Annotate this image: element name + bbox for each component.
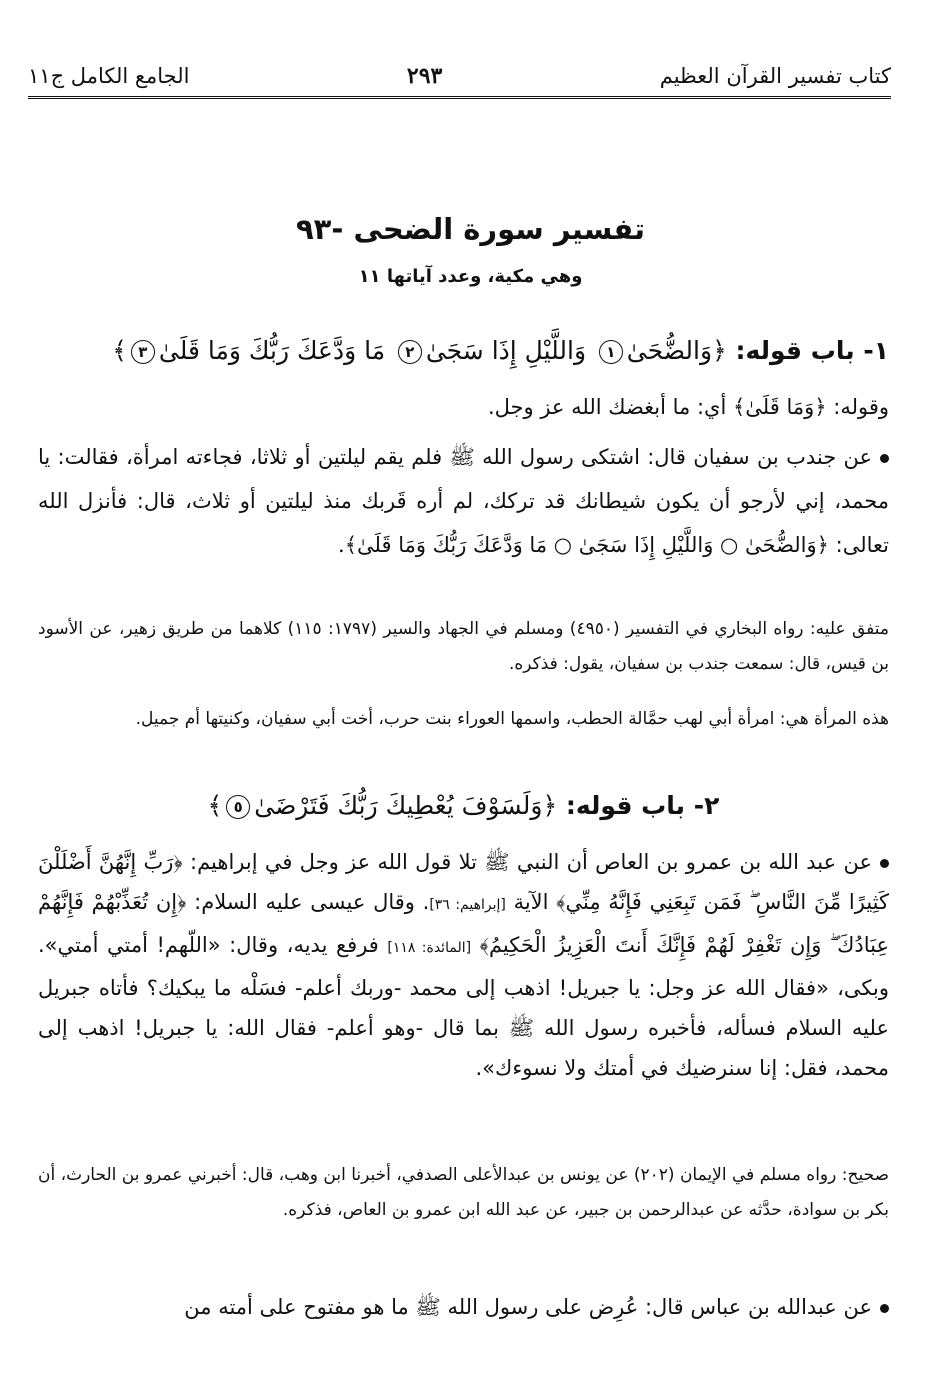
quran-quote: ﴿وَالضُّحَىٰ ○ وَاللَّيْلِ إِذَا سَجَىٰ ○ مَا وَدَّعَكَ رَبُّكَ وَمَا قَلَىٰ﴾. (338, 533, 829, 557)
hadith-paragraph (38, 1285, 889, 1329)
quran-verse: ﴿وَالضُّحَىٰ (626, 336, 727, 365)
surah-subtitle: وهي مكية، وعدد آياتها ١١ (358, 266, 583, 287)
quran-verse: مَا وَدَّعَكَ رَبُّكَ وَمَا قَلَىٰ (158, 336, 386, 365)
volume-label: الجامع الكامل ج١١ (28, 64, 190, 88)
hadith-text: عن جندب بن سفيان قال: اشتكى رسول الله ﷺ فلم يقم ليلتين أو ثلاثا، فجاءته امرأة، فقالت: يا محمد، إني لأرجو أن يكون شيطانك قد تركك، لم أره قَربك منذ ليلتين أو ثلاث، قال: فأنزل الله تعالى: (38, 445, 889, 557)
explanatory-note: هذه المرأة هي: امرأة أبي لهب حمَّالة الحطب، واسمها العوراء بنت حرب، أخت أبي سفيان، وكنيتها أم جميل. (135, 709, 889, 729)
quran-bracket: ﴾ (207, 791, 223, 820)
takhrij-note: صحيح: رواه مسلم في الإيمان (٢٠٢) عن يونس بن عبدالأعلى الصدفي، أخبرنا ابن وهب، قال: أخبرني عمرو بن الحارث، أن بكر بن سوادة، حدَّثه عن عبدالرحمن بن جبير، عن عبد الله ابن عمرو بن العاص، فذكره. (38, 1165, 889, 1220)
hadith-text: . وقال عيسى عليه السلام: ﴿إِن تُعَذِّبْهُمْ فَإِنَّهُمْ عِبَادُكَ ۖ وَإِن تَغْفِرْ لَهُمْ فَإِنَّكَ أَنتَ الْعَزِيزُ الْحَكِيمُ﴾ (38, 890, 889, 957)
hadith-paragraph (38, 435, 889, 567)
chapter-heading-2 (38, 787, 889, 825)
ayah-number-marker: ٣ (131, 340, 155, 364)
hadith-text: عن عبدالله بن عباس قال: عُرِض على رسول الله ﷺ ما هو مفتوح على أمته من (184, 1295, 872, 1319)
running-header (28, 56, 891, 99)
ayah-number-marker: ٢ (398, 340, 422, 364)
book-title: كتاب تفسير القرآن العظيم (659, 64, 891, 88)
commentary-paragraph: وقوله: ﴿وَمَا قَلَىٰ﴾ أي: ما أبغضك الله عز وجل. (487, 395, 889, 419)
ayah-number-marker: ٥ (226, 795, 250, 819)
quran-bracket: ﴾ (112, 336, 127, 365)
ayah-number-marker: ١ (599, 340, 623, 364)
bullet-dot (880, 859, 889, 868)
surah-title: تفسير سورة الضحى -٩٣ (295, 212, 646, 246)
hadith-text: عن عبد الله بن عمرو بن العاص أن النبي ﷺ تلا قول الله عز وجل في إبراهيم: ﴿رَبِّ إِنَّهُنَّ أَضْلَلْنَ كَثِيرًا مِّنَ النَّاسِ ۖ فَمَن تَبِعَنِي فَإِنَّهُ مِنِّي﴾ الآية (38, 850, 889, 914)
bullet-dot (880, 454, 889, 463)
hadith-paragraph (38, 842, 889, 1088)
bullet-dot (880, 1304, 889, 1313)
quran-verse: ﴿وَلَسَوْفَ يُعْطِيكَ رَبُّكَ فَتَرْضَىٰ (254, 791, 558, 820)
page-number: ٢٩٣ (406, 63, 443, 89)
takhrij-note: متفق عليه: رواه البخاري في التفسير (٤٩٥٠) ومسلم في الجهاد والسير (١٧٩٧: ١١٥) كلاهما من طريق زهير، عن الأسود بن قيس، قال: سمعت جندب بن سفيان، يقول: فذكره. (38, 619, 889, 674)
verse-reference: [المائدة: ١١٨] (387, 940, 472, 956)
quran-verse: وَاللَّيْلِ إِذَا سَجَىٰ (425, 336, 587, 365)
hadith-text: فرفع يديه، وقال: «اللّهم! أمتي أمتي». وبكى، «فقال الله عز وجل: يا جبريل! اذهب إلى محمد -وربك أعلم- فسَلْه ما يبكيك؟ فأتاه جبريل عليه السلام فسأله، فأخبره رسول الله ﷺ بما قال -وهو أعلم- فقال الله: يا جبريل! اذهب إلى محمد، فقل: إنا سنرضيك في أمتك ولا نسوءك». (38, 933, 889, 1080)
chapter-label: ٢- باب قوله: (565, 791, 720, 820)
chapter-heading-1 (38, 332, 889, 370)
chapter-label: ١- باب قوله: (735, 336, 889, 365)
verse-reference: [إبراهيم: ٣٦] (429, 897, 506, 913)
